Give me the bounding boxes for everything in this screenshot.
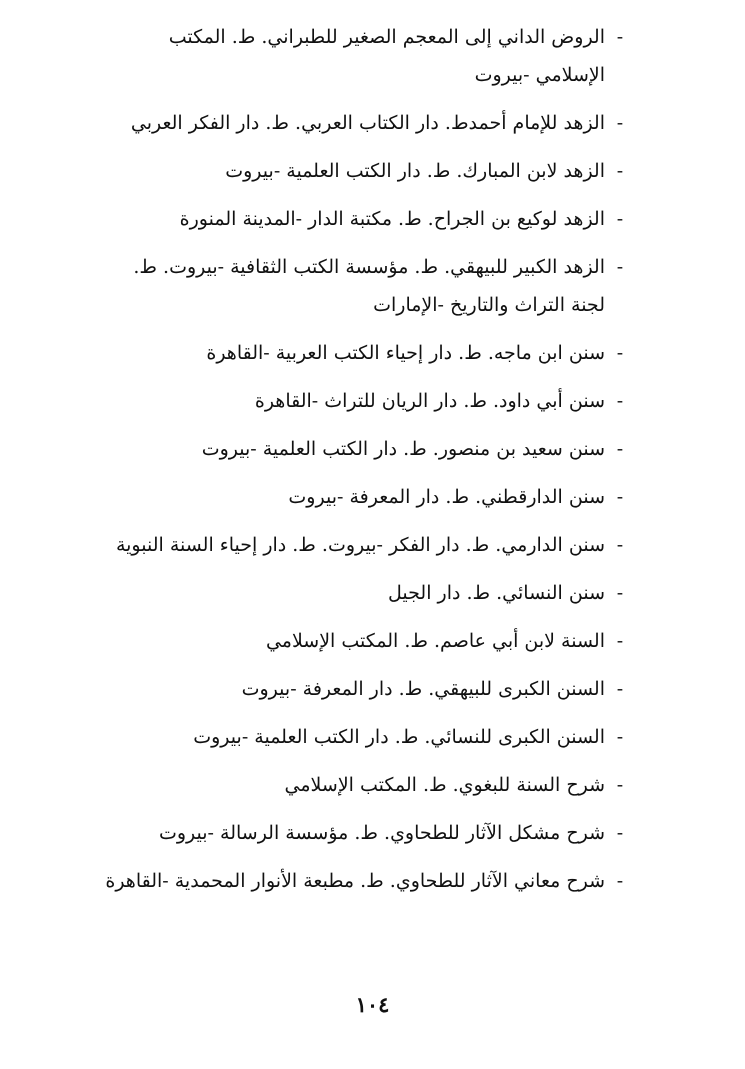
list-dash: - — [616, 160, 624, 182]
reference-item — [102, 382, 627, 420]
list-dash: - — [616, 486, 624, 508]
list-dash: - — [616, 438, 624, 460]
reference-item — [102, 670, 627, 708]
reference-text: الزهد لابن المبارك. ط. دار الكتب العلمية -بيروت — [225, 160, 605, 182]
reference-text: شرح السنة للبغوي. ط. المكتب الإسلامي — [284, 774, 605, 796]
list-dash: - — [616, 870, 624, 892]
reference-item — [102, 814, 627, 852]
reference-text: سنن النسائي. ط. دار الجيل — [388, 582, 605, 604]
reference-text: سنن الدارمي. ط. دار الفكر -بيروت. ط. دار إحياء السنة النبوية — [115, 534, 605, 556]
reference-item — [102, 574, 627, 612]
page-number: ١٠٤ — [355, 992, 390, 1017]
reference-text: سنن أبي داود. ط. دار الريان للتراث -القاهرة — [254, 390, 605, 412]
list-dash: - — [616, 630, 624, 652]
reference-item — [102, 766, 627, 804]
reference-text: الزهد للإمام أحمدط. دار الكتاب العربي. ط. دار الفكر العربي — [130, 112, 605, 134]
reference-item — [102, 152, 627, 190]
reference-item — [102, 526, 627, 564]
list-dash: - — [616, 26, 624, 48]
reference-item — [102, 718, 627, 756]
reference-text: سنن سعيد بن منصور. ط. دار الكتب العلمية -بيروت — [201, 438, 605, 460]
list-dash: - — [616, 774, 624, 796]
list-dash: - — [616, 342, 624, 364]
reference-text: السنن الكبرى للبيهقي. ط. دار المعرفة -بيروت — [241, 678, 605, 700]
reference-item — [102, 334, 627, 372]
reference-text: الزهد الكبير للبيهقي. ط. مؤسسة الكتب الثقافية -بيروت. ط. لجنة التراث والتاريخ -الإمارات — [133, 256, 605, 316]
list-dash: - — [616, 678, 624, 700]
reference-item — [102, 478, 627, 516]
list-dash: - — [616, 582, 624, 604]
reference-list — [102, 18, 627, 910]
reference-text: السنة لابن أبي عاصم. ط. المكتب الإسلامي — [265, 630, 605, 652]
reference-item — [102, 18, 627, 94]
reference-text: شرح معاني الآثار للطحاوي. ط. مطبعة الأنوار المحمدية -القاهرة — [105, 870, 605, 892]
list-dash: - — [616, 112, 624, 134]
list-dash: - — [616, 822, 624, 844]
reference-text: السنن الكبرى للنسائي. ط. دار الكتب العلمية -بيروت — [193, 726, 605, 748]
reference-item — [102, 248, 627, 324]
reference-text: الزهد لوكيع بن الجراح. ط. مكتبة الدار -المدينة المنورة — [179, 208, 605, 230]
list-dash: - — [616, 534, 624, 556]
reference-text: سنن ابن ماجه. ط. دار إحياء الكتب العربية -القاهرة — [206, 342, 605, 364]
reference-text: شرح مشكل الآثار للطحاوي. ط. مؤسسة الرسالة -بيروت — [158, 822, 605, 844]
reference-item — [102, 622, 627, 660]
reference-item — [102, 200, 627, 238]
reference-text: سنن الدارقطني. ط. دار المعرفة -بيروت — [288, 486, 605, 508]
list-dash: - — [616, 390, 624, 412]
reference-text: الروض الداني إلى المعجم الصغير للطبراني. ط. المكتب الإسلامي -بيروت — [168, 26, 605, 86]
list-dash: - — [616, 726, 624, 748]
reference-item — [102, 430, 627, 468]
reference-item — [102, 862, 627, 900]
reference-item — [102, 104, 627, 142]
list-dash: - — [616, 208, 624, 230]
list-dash: - — [616, 256, 624, 278]
